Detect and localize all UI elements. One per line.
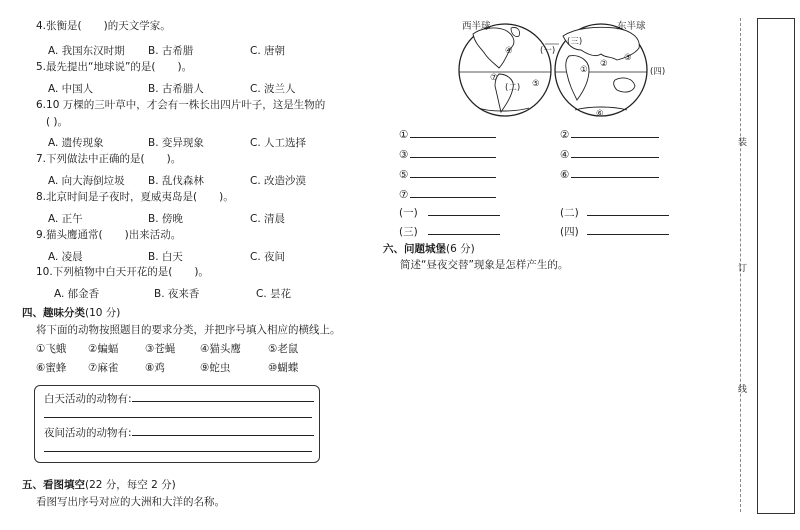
question-stem (36, 191, 234, 204)
option-b[interactable]: B. 夜来香 (154, 288, 200, 300)
question-text-end: )。 (177, 61, 193, 73)
fill-blank-row (399, 204, 500, 220)
binding-char-1: 装 (738, 138, 748, 148)
blank-label: ② (560, 129, 570, 141)
blank-line[interactable] (428, 223, 500, 235)
option-b[interactable]: B. 白天 (148, 251, 183, 263)
west-hemisphere-label: 西半球 (462, 21, 491, 32)
blank-label: ④ (560, 149, 570, 161)
blank-label: (三) (399, 226, 418, 238)
map-mark: (四) (650, 67, 666, 77)
fill-blank-row (399, 223, 500, 239)
map-mark: ⑤ (532, 79, 540, 89)
question-number: 8. (36, 191, 47, 203)
question-text-end: )。 (194, 266, 209, 278)
question-text: 北京时间是子夜时，夏威夷岛是( (46, 191, 198, 203)
question-number: 4. (36, 20, 47, 32)
option-c[interactable]: C. 波兰人 (250, 83, 296, 95)
option-c[interactable]: C. 唐朝 (250, 45, 286, 57)
blank-label: (四) (560, 226, 579, 238)
option-a[interactable]: A. 郁金香 (54, 288, 100, 300)
option-b[interactable]: B. 变异现象 (148, 137, 204, 149)
option-b[interactable]: B. 古希腊 (148, 45, 194, 57)
animal-item: ④猫头鹰 (200, 343, 241, 355)
question-stem (36, 61, 192, 74)
animal-item: ②蝙蝠 (88, 343, 119, 355)
animal-item: ③苍蝇 (145, 343, 176, 355)
blank-line[interactable] (410, 126, 496, 138)
animal-item: ①飞蛾 (36, 343, 67, 355)
binding-char-3: 线 (738, 385, 748, 395)
option-a[interactable]: A. 遗传现象 (48, 137, 104, 149)
east-hemisphere-label: 东半球 (617, 21, 646, 32)
map-mark: ① (580, 65, 588, 75)
question-text-end: )。 (219, 191, 234, 203)
fill-blank-row (560, 146, 659, 162)
question-stem (36, 20, 171, 33)
question-text: 下列做法中正确的是( (46, 153, 145, 165)
section5-instruction: 看图写出序号对应的大洲和大洋的名称。 (36, 496, 225, 508)
map-mark: ② (600, 59, 608, 69)
map-mark: ⑥ (596, 109, 604, 119)
blank-line[interactable] (428, 204, 500, 216)
blank-label: ⑤ (399, 169, 409, 181)
map-mark: (一) (540, 46, 556, 56)
question-stem (36, 229, 181, 242)
option-c[interactable]: C. 人工选择 (250, 137, 307, 149)
question-number: 6. (36, 99, 47, 111)
question-text: 下列植物中白天开花的是( (52, 266, 173, 278)
question-text: 10 万棵的三叶草中，才会有一株长出四片叶子，这是生物的 (46, 99, 326, 111)
page-right-border (757, 18, 795, 514)
blank-line[interactable] (587, 204, 669, 216)
blank-line[interactable] (410, 166, 496, 178)
question-text: 最先提出“地球说”的是( (46, 61, 156, 73)
blank-line[interactable] (571, 166, 659, 178)
option-b[interactable]: B. 乱伐森林 (148, 175, 204, 187)
blank-label: ① (399, 129, 409, 141)
blank-label: ③ (399, 149, 409, 161)
question-stem (36, 99, 325, 112)
fill-blank-row (560, 166, 659, 182)
fill-blank-row (399, 126, 496, 142)
section4-instruction: 将下面的动物按照题目的要求分类，并把序号填入相应的横线上。 (36, 324, 341, 336)
map-mark: ⑦ (490, 73, 498, 83)
question-number: 5. (36, 61, 47, 73)
blank-line[interactable] (571, 126, 659, 138)
option-c[interactable]: C. 清晨 (250, 213, 286, 225)
fill-blank-row (560, 223, 669, 239)
option-b[interactable]: B. 傍晚 (148, 213, 183, 225)
question-number: 7. (36, 153, 47, 165)
question-number: 9. (36, 229, 47, 241)
animal-item: ⑥蜜蜂 (36, 362, 67, 374)
day-animals-line2[interactable] (44, 417, 312, 418)
fill-blank-row (560, 204, 669, 220)
option-c[interactable]: C. 改造沙漠 (250, 175, 307, 187)
question-text: 张衡是( (46, 20, 82, 32)
option-a[interactable]: A. 正午 (48, 213, 83, 225)
animal-item: ⑩蝴蝶 (268, 362, 299, 374)
question-text-end: )的天文学家。 (103, 20, 171, 32)
fill-blank-row (399, 186, 496, 202)
animal-item: ⑨蛇虫 (200, 362, 231, 374)
fill-blank-row (399, 166, 496, 182)
question-stem (36, 266, 209, 279)
question-text-end: )。 (166, 153, 182, 165)
map-mark: ③ (624, 53, 632, 63)
animal-item: ⑦麻雀 (88, 362, 119, 374)
section5-heading: 五、看图填空(22 分，每空 2 分) (22, 479, 176, 491)
section6-question: 简述“昼夜交替”现象是怎样产生的。 (400, 259, 569, 271)
option-c[interactable]: C. 昙花 (256, 288, 292, 300)
blank-label: ⑦ (399, 189, 409, 201)
option-c[interactable]: C. 夜间 (250, 251, 286, 263)
question-text-end: ( )。 (46, 116, 69, 128)
fill-blank-row (560, 126, 659, 142)
blank-line[interactable] (410, 186, 496, 198)
blank-line[interactable] (410, 146, 496, 158)
option-a[interactable]: A. 中国人 (48, 83, 94, 95)
question-number: 10. (36, 266, 53, 278)
blank-line[interactable] (587, 223, 669, 235)
blank-line[interactable] (571, 146, 659, 158)
question-stem (36, 153, 181, 166)
blank-label: ⑥ (560, 169, 570, 181)
map-mark: (二) (505, 83, 521, 93)
blank-label: (一) (399, 207, 418, 219)
map-mark: ④ (505, 46, 513, 56)
option-a[interactable]: A. 我国东汉时期 (48, 45, 125, 57)
blank-label: (二) (560, 207, 579, 219)
section4-heading: 四、趣味分类(10 分) (22, 307, 121, 319)
option-a[interactable]: A. 凌晨 (48, 251, 83, 263)
option-b[interactable]: B. 古希腊人 (148, 83, 204, 95)
day-animals-label: 白天活动的动物有: (44, 393, 314, 406)
question-text: 猫头鹰通常( (46, 229, 103, 241)
binding-char-2: 订 (738, 264, 748, 274)
fill-blank-row (399, 146, 496, 162)
night-animals-line2[interactable] (44, 451, 312, 452)
animal-item: ⑧鸡 (145, 362, 165, 374)
option-a[interactable]: A. 向大海倒垃圾 (48, 175, 125, 187)
night-animals-label: 夜间活动的动物有: (44, 427, 314, 440)
question-text-end: )出来活动。 (124, 229, 182, 241)
animal-item: ⑤老鼠 (268, 343, 299, 355)
section6-heading: 六、问题城堡(6 分) (383, 243, 475, 255)
map-mark: (三) (567, 37, 583, 47)
